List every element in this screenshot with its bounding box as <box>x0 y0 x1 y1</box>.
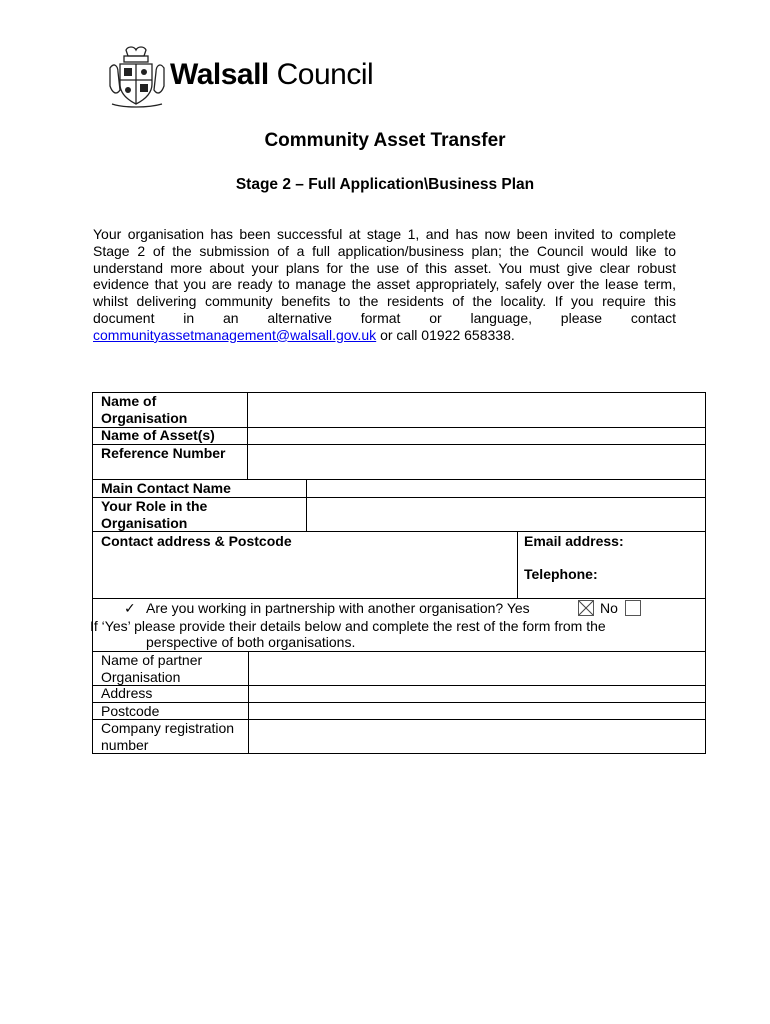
page-subtitle: Stage 2 – Full Application\Business Plan <box>235 176 535 193</box>
cross-icon <box>579 601 593 615</box>
label-partner-name: Name of partner Organisation <box>101 652 203 685</box>
input-name-of-organisation[interactable] <box>248 393 705 427</box>
logo-text-bold: Walsall <box>170 58 269 91</box>
label-partner-address: Address <box>101 685 153 701</box>
input-partner-name[interactable] <box>249 652 705 685</box>
label-name-of-organisation: Name of Organisation <box>101 393 188 426</box>
row-divider <box>92 598 706 599</box>
input-main-contact-name[interactable] <box>307 480 705 497</box>
logo-wordmark <box>170 58 373 92</box>
no-checkbox[interactable] <box>625 600 641 616</box>
walsall-council-logo <box>106 44 396 112</box>
label-company-registration: Company registration number <box>101 720 235 753</box>
partnership-note-line-1: If ‘Yes’ please provide their details below and complete the rest of the form from the <box>90 618 606 634</box>
no-label: No <box>600 600 618 616</box>
label-partner-postcode: Postcode <box>101 703 160 719</box>
label-your-role: Your Role in the Organisation <box>101 498 208 531</box>
input-partner-address[interactable] <box>249 686 705 702</box>
input-name-of-assets[interactable] <box>248 428 705 444</box>
yes-checkbox[interactable] <box>578 600 594 616</box>
intro-text: Your organisation has been successful at stage 1, and has now been invited to complete Stage 2 of the submission of a full application/business plan; the Council would like to understand more about your plans for the use of this asset. You must give clear robust evidence that you are ready to manage the asset appropriately, safely over the lease term, whilst delivering community benefits to the residents of the locality. If you require this document in an alternative format or language, please contact <box>93 226 676 326</box>
input-company-registration[interactable] <box>249 720 705 753</box>
label-email-address: Email address: <box>524 533 624 549</box>
logo-text-regular: Council <box>276 58 374 91</box>
intro-tail: or call 01922 658338. <box>376 326 515 343</box>
label-name-of-assets: Name of Asset(s) <box>101 427 215 443</box>
input-reference-number[interactable] <box>248 445 705 479</box>
input-contact-address[interactable] <box>93 550 517 598</box>
council-crest-icon <box>106 44 168 110</box>
partnership-note-line-2: perspective of both organisations. <box>146 634 356 650</box>
label-main-contact-name: Main Contact Name <box>101 480 231 496</box>
intro-paragraph <box>93 226 676 344</box>
input-your-role[interactable] <box>307 498 705 531</box>
check-bullet-icon: ✓ <box>124 600 136 616</box>
partnership-question: Are you working in partnership with another organisation? Yes <box>146 600 530 616</box>
label-contact-address: Contact address & Postcode <box>101 533 292 549</box>
page-title: Community Asset Transfer <box>264 130 506 151</box>
label-telephone: Telephone: <box>524 566 598 582</box>
input-partner-postcode[interactable] <box>249 703 705 719</box>
email-link[interactable]: communityassetmanagement@walsall.gov.uk <box>93 326 377 343</box>
column-divider <box>517 531 518 599</box>
table-border-right <box>705 392 706 754</box>
label-reference-number: Reference Number <box>101 445 226 461</box>
